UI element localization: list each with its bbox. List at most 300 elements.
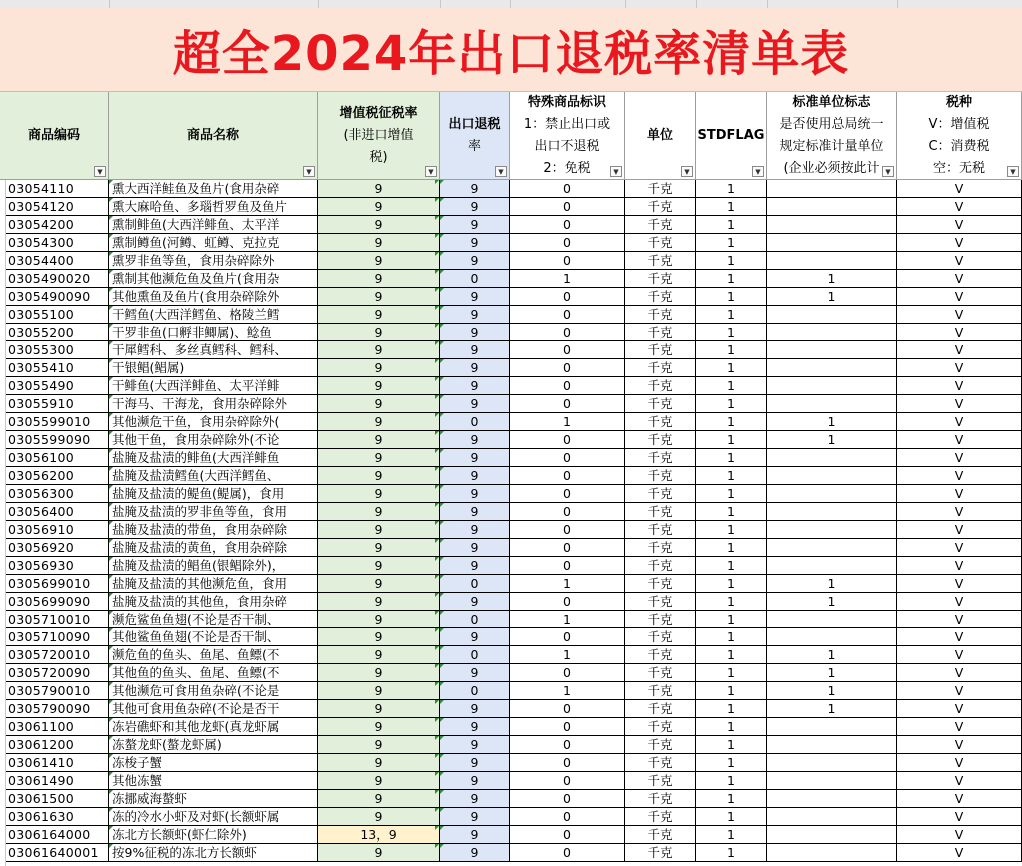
cell-spec[interactable]: [510, 844, 625, 862]
cell-code[interactable]: [6, 557, 109, 575]
cell-spec[interactable]: [510, 216, 625, 234]
cell-unit[interactable]: [625, 539, 696, 557]
cell-vat[interactable]: [318, 359, 440, 377]
cell-mark[interactable]: [767, 431, 897, 449]
cell-name[interactable]: [109, 700, 318, 718]
cell-spec[interactable]: [510, 736, 625, 754]
cell-name[interactable]: [109, 575, 318, 593]
cell-mark[interactable]: [767, 521, 897, 539]
cell-vat[interactable]: [318, 736, 440, 754]
cell-code[interactable]: [6, 539, 109, 557]
cell-tax[interactable]: [897, 808, 1022, 826]
cell-vat[interactable]: [318, 682, 440, 700]
cell-mark[interactable]: [767, 772, 897, 790]
cell-mark[interactable]: [767, 467, 897, 485]
cell-mark[interactable]: [767, 557, 897, 575]
cell-code[interactable]: [6, 503, 109, 521]
table-row[interactable]: [0, 736, 1022, 754]
cell-unit[interactable]: [625, 718, 696, 736]
cell-ret[interactable]: [440, 664, 510, 682]
header-standard-unit[interactable]: [767, 92, 897, 180]
cell-vat[interactable]: [318, 826, 440, 844]
cell-tax[interactable]: [897, 700, 1022, 718]
cell-tax[interactable]: [897, 826, 1022, 844]
cell-unit[interactable]: [625, 449, 696, 467]
cell-vat[interactable]: [318, 252, 440, 270]
cell-vat[interactable]: [318, 377, 440, 395]
table-row[interactable]: [0, 413, 1022, 431]
cell-std[interactable]: [696, 180, 767, 198]
cell-unit[interactable]: [625, 754, 696, 772]
cell-std[interactable]: [696, 575, 767, 593]
table-row[interactable]: [0, 557, 1022, 575]
cell-tax[interactable]: [897, 790, 1022, 808]
table-row[interactable]: [0, 826, 1022, 844]
cell-name[interactable]: [109, 664, 318, 682]
cell-tax[interactable]: [897, 198, 1022, 216]
cell-name[interactable]: [109, 324, 318, 342]
cell-ret[interactable]: [440, 736, 510, 754]
cell-ret[interactable]: [440, 449, 510, 467]
cell-code[interactable]: [6, 593, 109, 611]
cell-name[interactable]: [109, 611, 318, 629]
table-row[interactable]: [0, 682, 1022, 700]
table-row[interactable]: [0, 377, 1022, 395]
cell-mark[interactable]: [767, 324, 897, 342]
cell-code[interactable]: [6, 646, 109, 664]
header-refund[interactable]: [440, 92, 510, 180]
cell-code[interactable]: [6, 790, 109, 808]
cell-code[interactable]: [6, 611, 109, 629]
cell-std[interactable]: [696, 736, 767, 754]
cell-tax[interactable]: [897, 503, 1022, 521]
cell-mark[interactable]: [767, 664, 897, 682]
cell-code[interactable]: [6, 234, 109, 252]
cell-spec[interactable]: [510, 198, 625, 216]
cell-std[interactable]: [696, 198, 767, 216]
cell-mark[interactable]: [767, 844, 897, 862]
cell-std[interactable]: [696, 557, 767, 575]
cell-spec[interactable]: [510, 628, 625, 646]
cell-spec[interactable]: [510, 180, 625, 198]
filter-dropdown-icon[interactable]: ▼: [495, 166, 507, 177]
cell-unit[interactable]: [625, 377, 696, 395]
cell-tax[interactable]: [897, 467, 1022, 485]
table-row[interactable]: [0, 341, 1022, 359]
cell-tax[interactable]: [897, 521, 1022, 539]
cell-spec[interactable]: [510, 575, 625, 593]
table-row[interactable]: [0, 485, 1022, 503]
cell-vat[interactable]: [318, 539, 440, 557]
cell-std[interactable]: [696, 593, 767, 611]
table-row[interactable]: [0, 808, 1022, 826]
cell-spec[interactable]: [510, 503, 625, 521]
cell-unit[interactable]: [625, 844, 696, 862]
cell-std[interactable]: [696, 718, 767, 736]
filter-dropdown-icon[interactable]: ▼: [425, 166, 437, 177]
cell-tax[interactable]: [897, 575, 1022, 593]
cell-name[interactable]: [109, 772, 318, 790]
cell-code[interactable]: [6, 736, 109, 754]
cell-vat[interactable]: [318, 485, 440, 503]
cell-code[interactable]: [6, 485, 109, 503]
cell-tax[interactable]: [897, 359, 1022, 377]
table-row[interactable]: [0, 449, 1022, 467]
cell-name[interactable]: [109, 718, 318, 736]
cell-mark[interactable]: [767, 808, 897, 826]
cell-tax[interactable]: [897, 377, 1022, 395]
cell-code[interactable]: [6, 467, 109, 485]
cell-unit[interactable]: [625, 664, 696, 682]
cell-code[interactable]: [6, 431, 109, 449]
cell-name[interactable]: [109, 234, 318, 252]
cell-tax[interactable]: [897, 593, 1022, 611]
cell-tax[interactable]: [897, 180, 1022, 198]
cell-unit[interactable]: [625, 413, 696, 431]
cell-code[interactable]: [6, 395, 109, 413]
cell-ret[interactable]: [440, 682, 510, 700]
cell-mark[interactable]: [767, 646, 897, 664]
cell-name[interactable]: [109, 198, 318, 216]
cell-ret[interactable]: [440, 826, 510, 844]
cell-mark[interactable]: [767, 700, 897, 718]
table-row[interactable]: [0, 646, 1022, 664]
cell-vat[interactable]: [318, 431, 440, 449]
cell-tax[interactable]: [897, 395, 1022, 413]
cell-name[interactable]: [109, 485, 318, 503]
cell-vat[interactable]: [318, 503, 440, 521]
cell-mark[interactable]: [767, 628, 897, 646]
cell-std[interactable]: [696, 682, 767, 700]
table-row[interactable]: [0, 664, 1022, 682]
cell-name[interactable]: [109, 521, 318, 539]
cell-mark[interactable]: [767, 754, 897, 772]
cell-code[interactable]: [6, 718, 109, 736]
cell-tax[interactable]: [897, 611, 1022, 629]
cell-std[interactable]: [696, 700, 767, 718]
cell-name[interactable]: [109, 808, 318, 826]
table-row[interactable]: [0, 270, 1022, 288]
cell-mark[interactable]: [767, 377, 897, 395]
cell-tax[interactable]: [897, 485, 1022, 503]
cell-tax[interactable]: [897, 539, 1022, 557]
table-row[interactable]: [0, 359, 1022, 377]
cell-name[interactable]: [109, 467, 318, 485]
cell-std[interactable]: [696, 306, 767, 324]
cell-spec[interactable]: [510, 539, 625, 557]
cell-code[interactable]: [6, 844, 109, 862]
cell-mark[interactable]: [767, 395, 897, 413]
cell-code[interactable]: [6, 306, 109, 324]
filter-dropdown-icon[interactable]: ▼: [882, 166, 894, 177]
cell-name[interactable]: [109, 216, 318, 234]
cell-spec[interactable]: [510, 646, 625, 664]
cell-mark[interactable]: [767, 341, 897, 359]
cell-std[interactable]: [696, 664, 767, 682]
table-row[interactable]: [0, 234, 1022, 252]
cell-std[interactable]: [696, 324, 767, 342]
cell-tax[interactable]: [897, 341, 1022, 359]
cell-std[interactable]: [696, 646, 767, 664]
cell-ret[interactable]: [440, 646, 510, 664]
cell-unit[interactable]: [625, 808, 696, 826]
table-row[interactable]: [0, 790, 1022, 808]
cell-spec[interactable]: [510, 808, 625, 826]
cell-unit[interactable]: [625, 557, 696, 575]
cell-vat[interactable]: [318, 664, 440, 682]
cell-unit[interactable]: [625, 503, 696, 521]
table-row[interactable]: [0, 252, 1022, 270]
cell-std[interactable]: [696, 216, 767, 234]
header-name[interactable]: [109, 92, 318, 180]
cell-spec[interactable]: [510, 611, 625, 629]
cell-ret[interactable]: [440, 628, 510, 646]
cell-name[interactable]: [109, 790, 318, 808]
cell-ret[interactable]: [440, 324, 510, 342]
cell-name[interactable]: [109, 341, 318, 359]
cell-std[interactable]: [696, 826, 767, 844]
cell-spec[interactable]: [510, 395, 625, 413]
cell-std[interactable]: [696, 341, 767, 359]
table-row[interactable]: [0, 198, 1022, 216]
cell-code[interactable]: [6, 700, 109, 718]
table-row[interactable]: [0, 395, 1022, 413]
cell-vat[interactable]: [318, 808, 440, 826]
cell-std[interactable]: [696, 844, 767, 862]
cell-name[interactable]: [109, 539, 318, 557]
table-row[interactable]: [0, 700, 1022, 718]
cell-std[interactable]: [696, 754, 767, 772]
cell-ret[interactable]: [440, 359, 510, 377]
cell-spec[interactable]: [510, 772, 625, 790]
cell-ret[interactable]: [440, 718, 510, 736]
cell-unit[interactable]: [625, 216, 696, 234]
cell-vat[interactable]: [318, 754, 440, 772]
cell-code[interactable]: [6, 575, 109, 593]
cell-vat[interactable]: [318, 198, 440, 216]
cell-spec[interactable]: [510, 449, 625, 467]
table-row[interactable]: [0, 539, 1022, 557]
cell-unit[interactable]: [625, 288, 696, 306]
cell-code[interactable]: [6, 198, 109, 216]
cell-vat[interactable]: [318, 324, 440, 342]
cell-std[interactable]: [696, 772, 767, 790]
cell-vat[interactable]: [318, 790, 440, 808]
filter-dropdown-icon[interactable]: ▼: [681, 166, 693, 177]
cell-tax[interactable]: [897, 646, 1022, 664]
cell-code[interactable]: [6, 216, 109, 234]
cell-vat[interactable]: [318, 593, 440, 611]
cell-ret[interactable]: [440, 413, 510, 431]
cell-mark[interactable]: [767, 180, 897, 198]
cell-std[interactable]: [696, 252, 767, 270]
cell-code[interactable]: [6, 664, 109, 682]
cell-name[interactable]: [109, 359, 318, 377]
cell-ret[interactable]: [440, 341, 510, 359]
cell-tax[interactable]: [897, 682, 1022, 700]
header-unit[interactable]: [625, 92, 696, 180]
cell-std[interactable]: [696, 270, 767, 288]
cell-ret[interactable]: [440, 808, 510, 826]
cell-code[interactable]: [6, 808, 109, 826]
cell-vat[interactable]: [318, 306, 440, 324]
table-row[interactable]: [0, 844, 1022, 862]
cell-std[interactable]: [696, 628, 767, 646]
cell-mark[interactable]: [767, 682, 897, 700]
cell-code[interactable]: [6, 252, 109, 270]
cell-vat[interactable]: [318, 844, 440, 862]
cell-std[interactable]: [696, 359, 767, 377]
table-row[interactable]: [0, 180, 1022, 198]
cell-mark[interactable]: [767, 539, 897, 557]
cell-spec[interactable]: [510, 431, 625, 449]
cell-mark[interactable]: [767, 593, 897, 611]
cell-unit[interactable]: [625, 270, 696, 288]
cell-name[interactable]: [109, 593, 318, 611]
cell-std[interactable]: [696, 539, 767, 557]
cell-name[interactable]: [109, 306, 318, 324]
cell-unit[interactable]: [625, 485, 696, 503]
cell-tax[interactable]: [897, 664, 1022, 682]
cell-spec[interactable]: [510, 664, 625, 682]
cell-unit[interactable]: [625, 234, 696, 252]
filter-dropdown-icon[interactable]: ▼: [752, 166, 764, 177]
table-row[interactable]: [0, 772, 1022, 790]
cell-std[interactable]: [696, 377, 767, 395]
cell-spec[interactable]: [510, 288, 625, 306]
cell-ret[interactable]: [440, 521, 510, 539]
header-tax-type[interactable]: [897, 92, 1022, 180]
cell-mark[interactable]: [767, 359, 897, 377]
cell-vat[interactable]: [318, 216, 440, 234]
cell-std[interactable]: [696, 611, 767, 629]
table-row[interactable]: [0, 611, 1022, 629]
cell-ret[interactable]: [440, 593, 510, 611]
cell-std[interactable]: [696, 521, 767, 539]
cell-ret[interactable]: [440, 539, 510, 557]
cell-mark[interactable]: [767, 216, 897, 234]
cell-mark[interactable]: [767, 503, 897, 521]
cell-code[interactable]: [6, 826, 109, 844]
cell-unit[interactable]: [625, 521, 696, 539]
table-row[interactable]: [0, 754, 1022, 772]
cell-name[interactable]: [109, 288, 318, 306]
table-row[interactable]: [0, 431, 1022, 449]
cell-name[interactable]: [109, 646, 318, 664]
cell-tax[interactable]: [897, 324, 1022, 342]
cell-vat[interactable]: [318, 521, 440, 539]
cell-vat[interactable]: [318, 700, 440, 718]
table-row[interactable]: [0, 306, 1022, 324]
cell-unit[interactable]: [625, 341, 696, 359]
header-vat[interactable]: [318, 92, 440, 180]
cell-ret[interactable]: [440, 557, 510, 575]
cell-ret[interactable]: [440, 772, 510, 790]
cell-name[interactable]: [109, 395, 318, 413]
cell-name[interactable]: [109, 628, 318, 646]
cell-mark[interactable]: [767, 611, 897, 629]
cell-unit[interactable]: [625, 575, 696, 593]
table-row[interactable]: [0, 575, 1022, 593]
cell-code[interactable]: [6, 324, 109, 342]
cell-std[interactable]: [696, 467, 767, 485]
cell-unit[interactable]: [625, 700, 696, 718]
table-row[interactable]: [0, 503, 1022, 521]
cell-code[interactable]: [6, 377, 109, 395]
cell-unit[interactable]: [625, 359, 696, 377]
cell-spec[interactable]: [510, 718, 625, 736]
cell-mark[interactable]: [767, 413, 897, 431]
cell-code[interactable]: [6, 521, 109, 539]
cell-ret[interactable]: [440, 503, 510, 521]
cell-ret[interactable]: [440, 395, 510, 413]
cell-tax[interactable]: [897, 431, 1022, 449]
cell-std[interactable]: [696, 449, 767, 467]
cell-code[interactable]: [6, 413, 109, 431]
cell-std[interactable]: [696, 288, 767, 306]
cell-name[interactable]: [109, 449, 318, 467]
filter-dropdown-icon[interactable]: ▼: [610, 166, 622, 177]
cell-spec[interactable]: [510, 790, 625, 808]
cell-vat[interactable]: [318, 449, 440, 467]
table-row[interactable]: [0, 628, 1022, 646]
cell-ret[interactable]: [440, 270, 510, 288]
cell-name[interactable]: [109, 826, 318, 844]
cell-mark[interactable]: [767, 736, 897, 754]
cell-tax[interactable]: [897, 252, 1022, 270]
cell-vat[interactable]: [318, 341, 440, 359]
cell-tax[interactable]: [897, 628, 1022, 646]
cell-tax[interactable]: [897, 772, 1022, 790]
cell-name[interactable]: [109, 180, 318, 198]
cell-std[interactable]: [696, 503, 767, 521]
cell-spec[interactable]: [510, 485, 625, 503]
cell-ret[interactable]: [440, 700, 510, 718]
cell-ret[interactable]: [440, 485, 510, 503]
table-row[interactable]: [0, 467, 1022, 485]
cell-unit[interactable]: [625, 772, 696, 790]
header-special[interactable]: [510, 92, 625, 180]
filter-dropdown-icon[interactable]: ▼: [1007, 166, 1019, 177]
cell-unit[interactable]: [625, 646, 696, 664]
cell-vat[interactable]: [318, 395, 440, 413]
cell-unit[interactable]: [625, 180, 696, 198]
cell-vat[interactable]: [318, 718, 440, 736]
cell-vat[interactable]: [318, 772, 440, 790]
table-row[interactable]: [0, 718, 1022, 736]
cell-ret[interactable]: [440, 467, 510, 485]
cell-mark[interactable]: [767, 718, 897, 736]
cell-name[interactable]: [109, 270, 318, 288]
cell-vat[interactable]: [318, 413, 440, 431]
cell-name[interactable]: [109, 252, 318, 270]
cell-code[interactable]: [6, 341, 109, 359]
cell-spec[interactable]: [510, 826, 625, 844]
cell-ret[interactable]: [440, 844, 510, 862]
cell-tax[interactable]: [897, 754, 1022, 772]
cell-mark[interactable]: [767, 198, 897, 216]
cell-mark[interactable]: [767, 234, 897, 252]
cell-code[interactable]: [6, 180, 109, 198]
cell-unit[interactable]: [625, 395, 696, 413]
cell-code[interactable]: [6, 449, 109, 467]
cell-ret[interactable]: [440, 216, 510, 234]
cell-vat[interactable]: [318, 557, 440, 575]
cell-vat[interactable]: [318, 288, 440, 306]
cell-unit[interactable]: [625, 628, 696, 646]
cell-spec[interactable]: [510, 682, 625, 700]
table-row[interactable]: [0, 216, 1022, 234]
